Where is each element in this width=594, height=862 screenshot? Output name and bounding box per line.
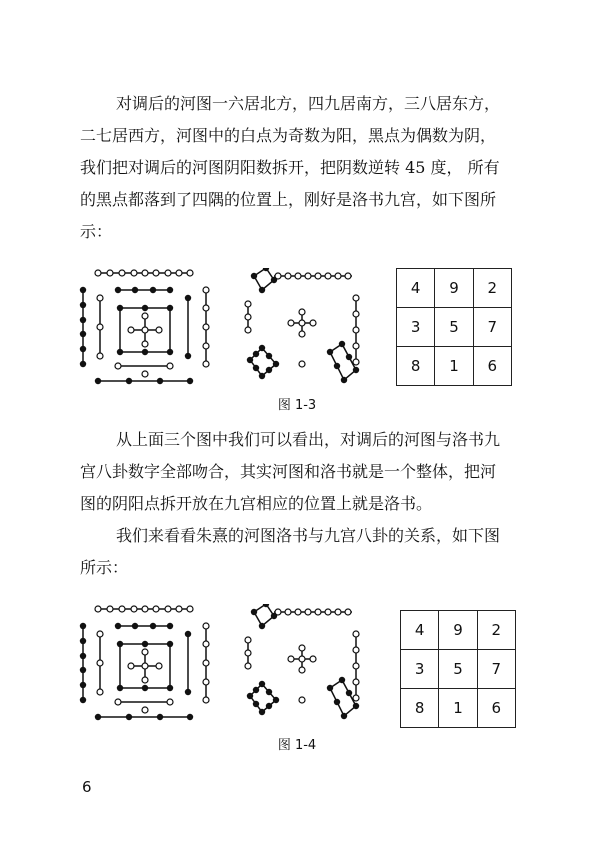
grid-cell: 8	[401, 689, 439, 728]
grid-cell: 1	[439, 689, 477, 728]
text-line: 我们把对调后的河图阴阳数拆开，把阴数逆转 45 度， 所有	[80, 158, 500, 177]
grid-cell: 7	[473, 308, 511, 347]
grid-cell: 4	[401, 611, 439, 650]
text-line: 图的阴阳点拆开放在九宫相应的位置上就是洛书。	[80, 494, 433, 513]
grid-row	[397, 308, 512, 347]
luoshu-number-grid	[396, 268, 512, 386]
text-line: 宫八卦数字全部吻合，其实河图和洛书就是一个整体，把河	[80, 462, 497, 481]
luoshu-dot-diagram	[236, 604, 371, 722]
grid-cell: 6	[477, 689, 515, 728]
text-line: 我们来看看朱熹的河图洛书与九宫八卦的关系，如下图	[116, 526, 501, 545]
grid-cell: 3	[401, 650, 439, 689]
grid-cell: 9	[435, 269, 473, 308]
grid-cell: 8	[397, 347, 435, 386]
text-line: 所示：	[80, 558, 129, 577]
paragraph-1	[80, 88, 520, 248]
hetu-diagram	[78, 604, 213, 722]
hetu-diagram-svg	[78, 604, 213, 722]
text-line: 对调后的河图一六居北方，四九居南方，三八居东方，	[116, 94, 501, 113]
luoshu-dot-diagram-svg	[236, 268, 371, 386]
paragraph-3	[80, 520, 520, 584]
grid-cell: 2	[477, 611, 515, 650]
luoshu-number-grid	[400, 610, 516, 728]
grid-row	[397, 269, 512, 308]
grid-row	[397, 347, 512, 386]
page-number: 6	[82, 778, 92, 796]
grid-row	[401, 611, 516, 650]
grid-row	[401, 650, 516, 689]
figure-caption: 图 1-4	[277, 738, 317, 753]
luoshu-dot-diagram	[236, 268, 371, 386]
grid-cell: 9	[439, 611, 477, 650]
text-line: 示：	[80, 222, 113, 241]
grid-cell: 4	[397, 269, 435, 308]
grid-cell: 7	[477, 650, 515, 689]
grid-cell: 5	[439, 650, 477, 689]
grid-row	[401, 689, 516, 728]
grid-cell: 6	[473, 347, 511, 386]
text-line: 的黑点都落到了四隅的位置上，刚好是洛书九宫，如下图所	[80, 190, 497, 209]
grid-cell: 2	[473, 269, 511, 308]
paragraph-2	[80, 424, 520, 520]
grid-cell: 3	[397, 308, 435, 347]
figure-1-3	[78, 268, 528, 388]
text-line: 从上面三个图中我们可以看出，对调后的河图与洛书九	[116, 430, 501, 449]
luoshu-dot-diagram-svg	[236, 604, 371, 722]
hetu-diagram-svg	[78, 268, 213, 386]
hetu-diagram	[78, 268, 213, 386]
text-line: 二七居西方，河图中的白点为奇数为阳，黑点为偶数为阴，	[80, 126, 497, 145]
grid-cell: 5	[435, 308, 473, 347]
figure-1-4	[78, 604, 528, 724]
figure-caption: 图 1-3	[277, 398, 317, 413]
grid-cell: 1	[435, 347, 473, 386]
